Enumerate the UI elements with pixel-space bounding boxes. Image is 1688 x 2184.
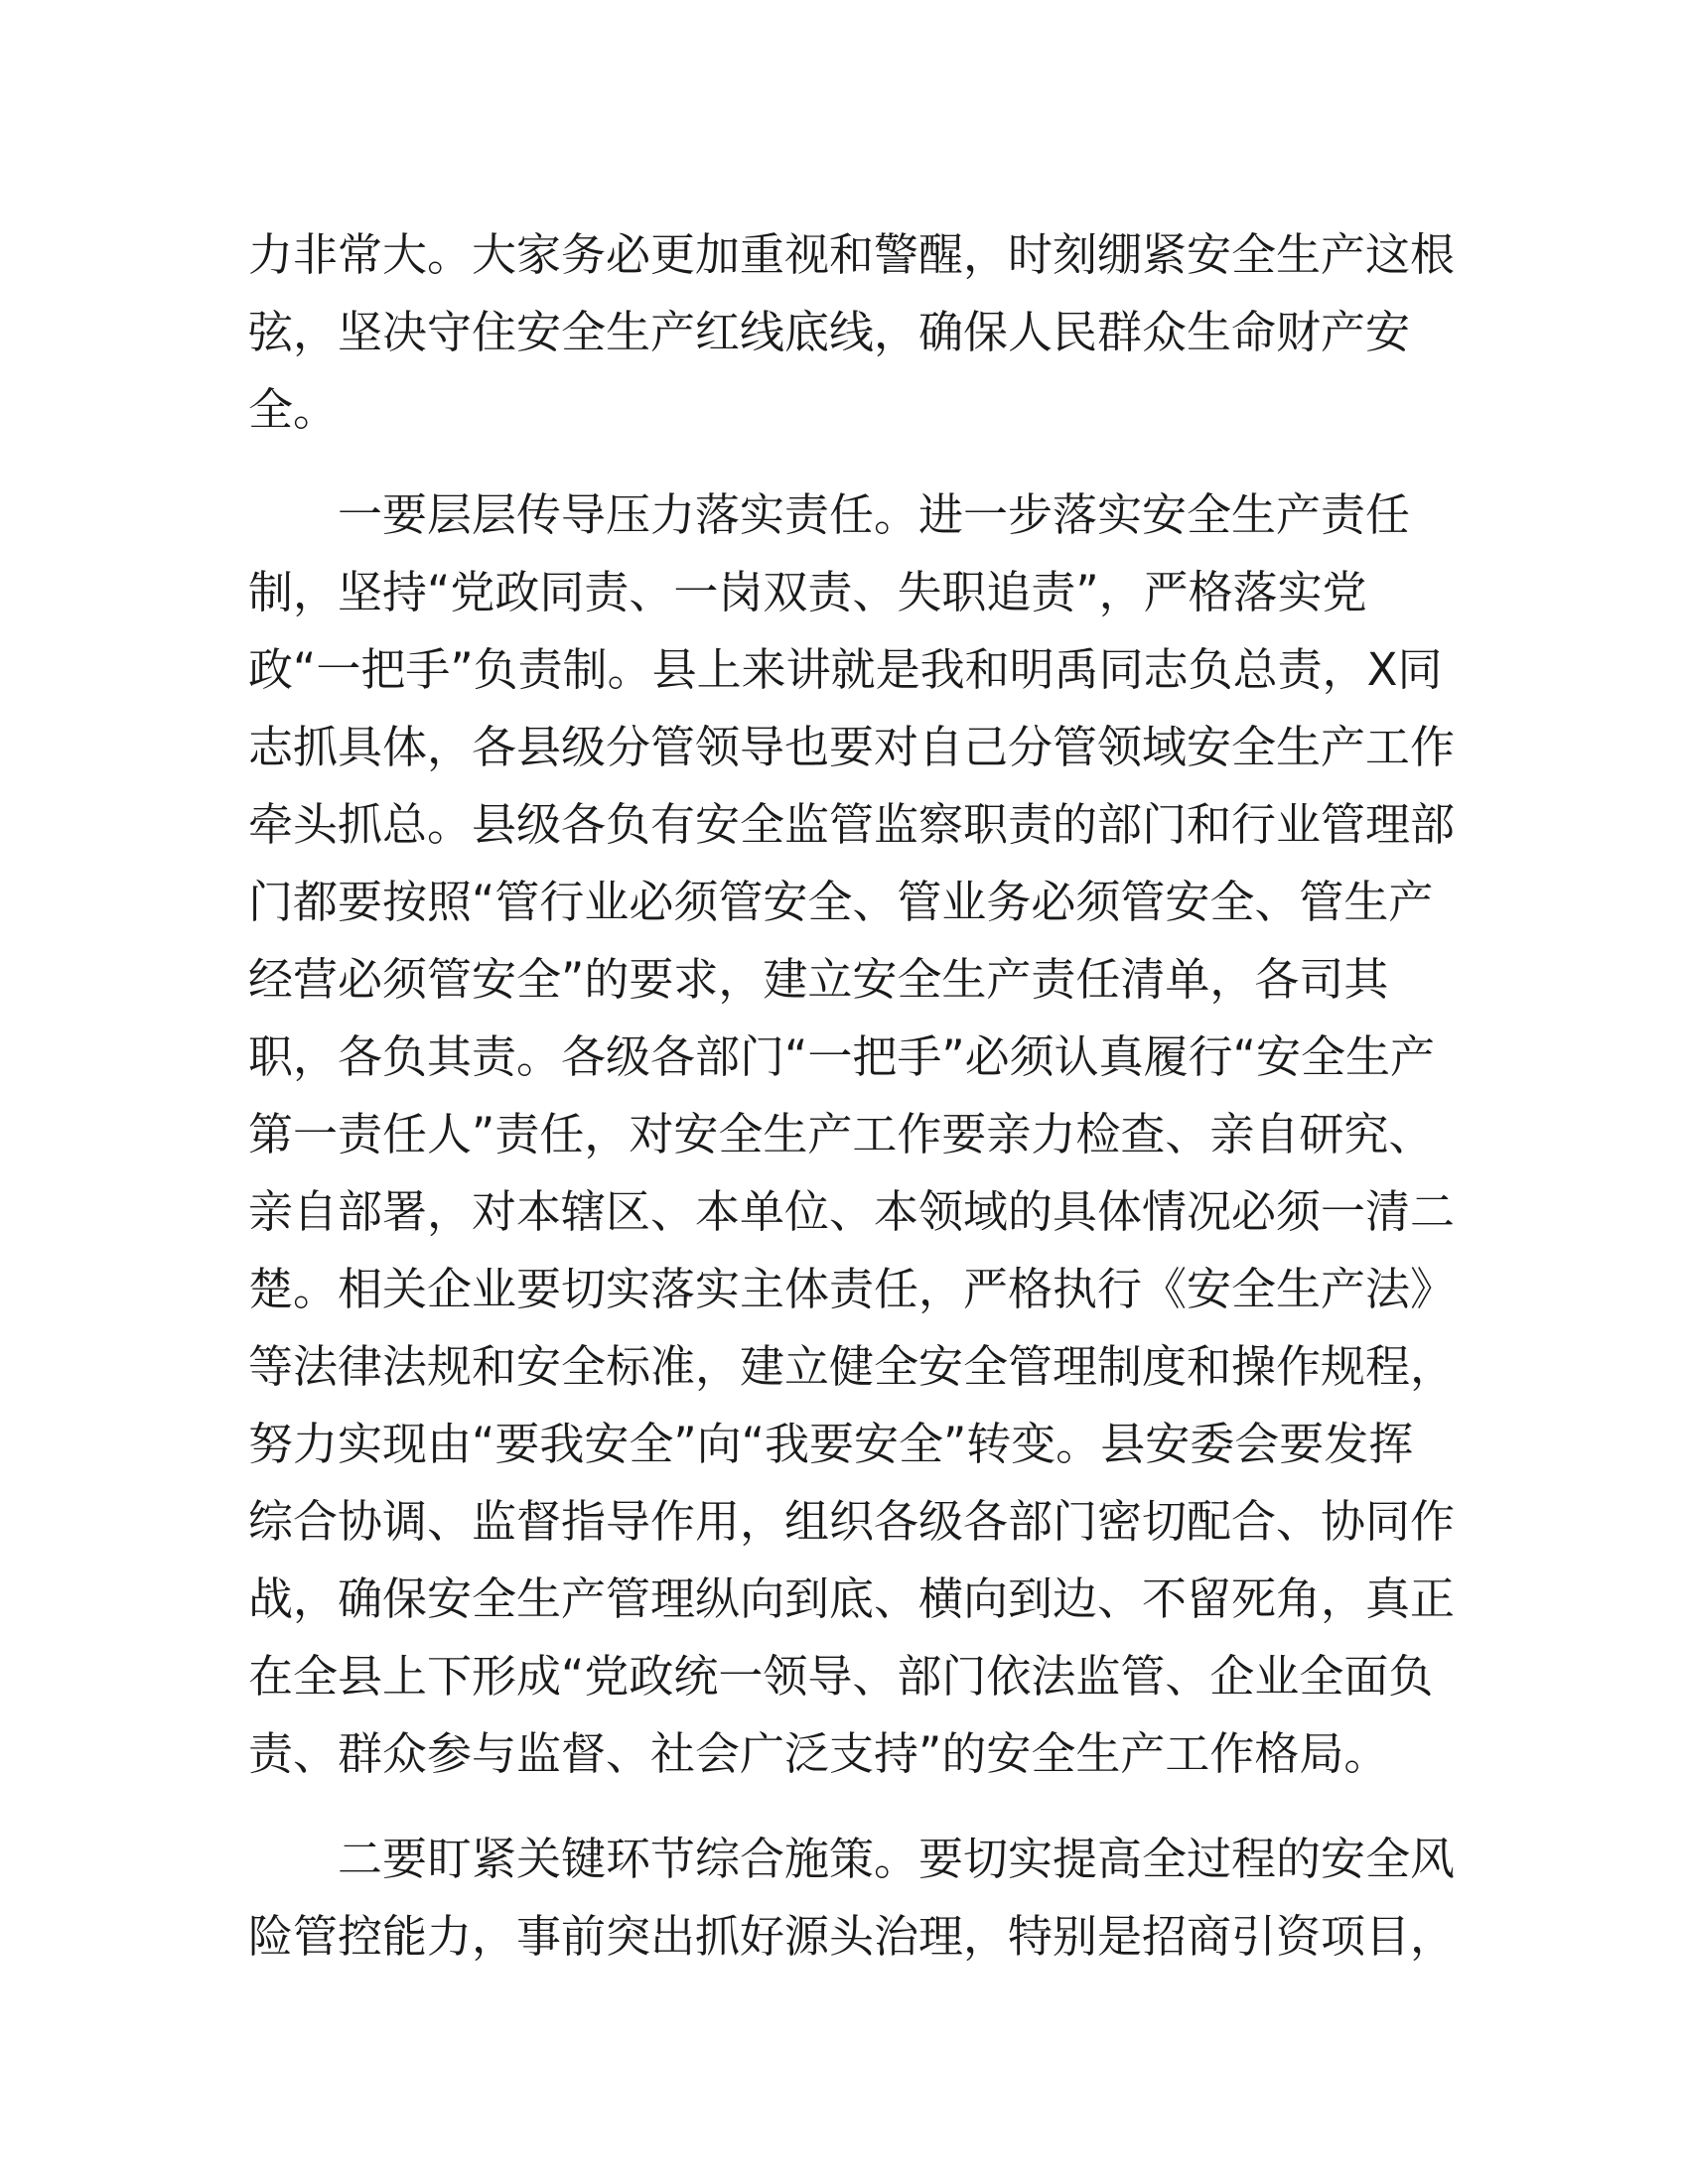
paragraph-0 (248, 216, 1456, 449)
paragraph-spacer (248, 449, 1440, 477)
text-line: 全。 (248, 383, 339, 436)
text-line: 一要层层传导压力落实责任。进一步落实安全生产责任 (338, 488, 1411, 541)
text-line: 牵头抓总。县级各负有安全监管监察职责的部门和行业管理部 (248, 798, 1456, 851)
document-body (248, 216, 1456, 1976)
text-line: 制，坚持“党政同责、一岗双责、失职追责”，严格落实党 (248, 566, 1367, 618)
text-line: 战，确保安全生产管理纵向到底、横向到边、不留死角，真正 (248, 1572, 1456, 1625)
text-line: 经营必须管安全”的要求，建立安全生产责任清单，各司其 (248, 953, 1389, 1006)
paragraph-spacer (248, 1793, 1440, 1821)
text-line: 等法律法规和安全标准，建立健全安全管理制度和操作规程， (248, 1340, 1456, 1393)
text-line: 二要盯紧关键环节综合施策。要切实提高全过程的安全风 (338, 1833, 1456, 1885)
text-line: 职，各负其责。各级各部门“一把手”必须认真履行“安全生产 (248, 1030, 1435, 1083)
text-line: 亲自部署，对本辖区、本单位、本领域的具体情况必须一清二 (248, 1185, 1456, 1238)
text-line: 力非常大。大家务必更加重视和警醒，时刻绷紧安全生产这根 (248, 228, 1456, 281)
paragraph-1 (248, 477, 1456, 1793)
text-line: 门都要按照“管行业必须管安全、管业务必须管安全、管生产 (248, 876, 1434, 928)
paragraph-2 (248, 1821, 1456, 1976)
text-line: 志抓具体，各县级分管领导也要对自己分管领域安全生产工作 (248, 721, 1456, 773)
text-line: 楚。相关企业要切实落实主体责任，严格执行《安全生产法》 (248, 1263, 1456, 1315)
text-line: 责、群众参与监督、社会广泛支持”的安全生产工作格局。 (248, 1727, 1389, 1780)
text-line: 险管控能力，事前突出抓好源头治理，特别是招商引资项目， (248, 1910, 1456, 1963)
text-line: 在全县上下形成“党政统一领导、部门依法监管、企业全面负 (248, 1650, 1434, 1703)
text-line: 综合协调、监督指导作用，组织各级各部门密切配合、协同作 (248, 1495, 1456, 1548)
text-line: 努力实现由“要我安全”向“我要安全”转变。县安委会要发挥 (248, 1418, 1414, 1470)
text-line: 弦，坚决守住安全生产红线底线，确保人民群众生命财产安 (248, 306, 1411, 358)
text-line: 第一责任人”责任，对安全生产工作要亲力检查、亲自研究、 (248, 1108, 1434, 1160)
text-line: 政“一把手”负责制。县上来讲就是我和明禹同志负总责，X同 (248, 643, 1443, 696)
